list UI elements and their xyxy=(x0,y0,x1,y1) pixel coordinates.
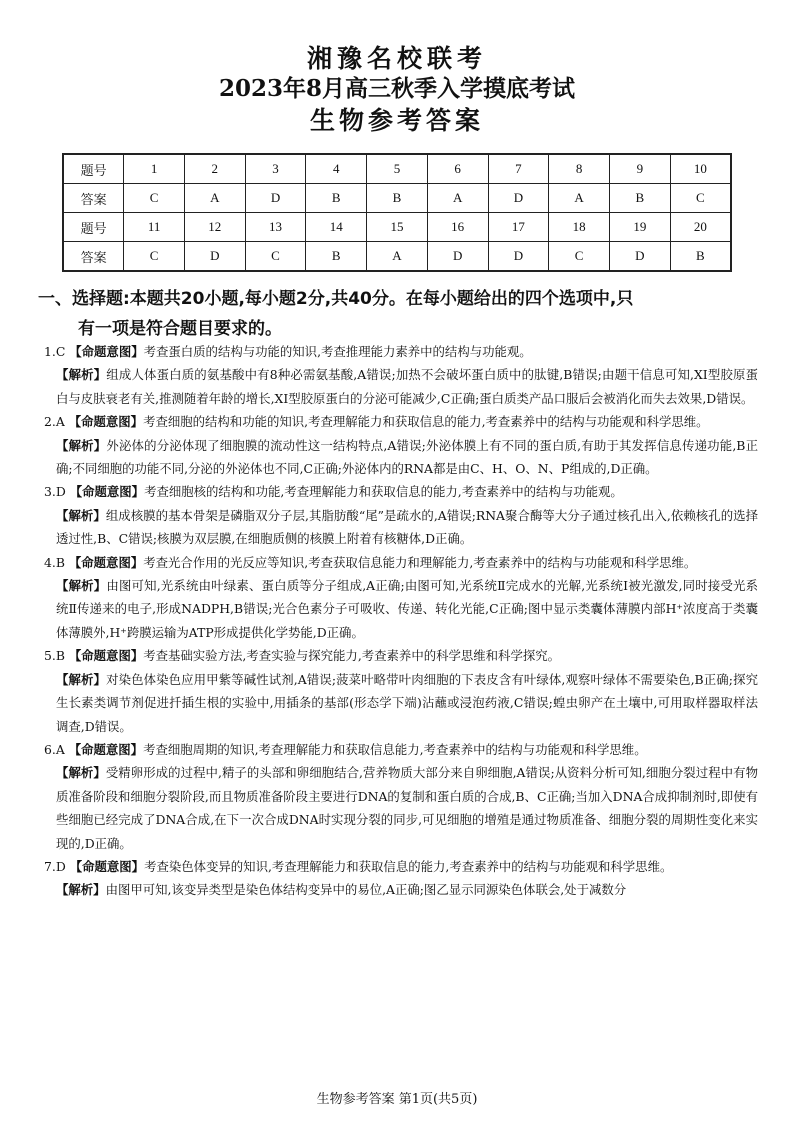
intent-tag: 【命题意图】 xyxy=(68,648,144,664)
analysis-tag: 【解析】 xyxy=(56,367,107,383)
answer-table-cell: 7 xyxy=(488,154,549,184)
question-number-answer: 7.D xyxy=(44,858,66,874)
question-explanation xyxy=(44,551,758,645)
answer-table-cell: D xyxy=(184,242,245,272)
intent-text: 考查光合作用的光反应等知识,考查获取信息能力和理解能力,考查素养中的结构与功能观和科学思维。 xyxy=(143,554,697,570)
answer-table-cell: A xyxy=(184,184,245,213)
answer-table-cell: 11 xyxy=(124,213,185,242)
answer-table-cell: 15 xyxy=(367,213,428,242)
question-explanation xyxy=(44,644,758,738)
analysis-tag: 【解析】 xyxy=(56,671,107,687)
analysis-text: 由图可知,光系统由叶绿素、蛋白质等分子组成,A正确;由图可知,光系统Ⅱ完成水的光解,光系统Ⅰ被光激发,同时接受光系统Ⅱ传递来的电子,形成NADPH,B错误;光合色素分子可吸收、传递、转化光能,C正确;图中显示类囊体薄膜内部H⁺浓度高于类囊体薄膜外,H⁺跨膜运输为ATP形成提供化学势能,D正确。 xyxy=(56,578,759,640)
analysis xyxy=(44,878,758,901)
question-explanation xyxy=(44,340,758,410)
analysis-text: 组成核膜的基本骨架是磷脂双分子层,其脂肪酸“尾”是疏水的,A错误;RNA聚合酶等大分子通过核孔出入,依赖核孔的选择透过性,B、C错误;核膜为双层膜,在细胞质侧的核膜上附着有核糖体,D正确。 xyxy=(56,507,759,547)
answer-table-cell: A xyxy=(549,184,610,213)
question-explanation xyxy=(44,410,758,480)
analysis-tag: 【解析】 xyxy=(56,507,106,523)
answer-explanations xyxy=(44,340,758,902)
section-heading xyxy=(38,284,758,344)
analysis-text: 受精卵形成的过程中,精子的头部和卵细胞结合,营养物质大部分来自卵细胞,A错误;从资料分析可知,细胞分裂过程中有物质准备阶段和细胞分裂阶段,而且物质准备阶段主要进行DNA的复制和蛋白质的合成,B、C正确;当加入DNA合成抑制剂时,即使有些细胞已经完成了DNA合成,在下一次合成DNA时实现分裂的同步,可见细胞的增殖是通过物质准备、细胞分裂的周期性变化来实现的,D正确。 xyxy=(56,765,758,851)
answer-table-cell: 9 xyxy=(609,154,670,184)
question-number-answer: 5.B xyxy=(44,648,65,664)
analysis-text: 组成人体蛋白质的氨基酸中有8种必需氨基酸,A错误;加热不会破坏蛋白质中的肽键,B错误;由题干信息可知,XI型胶原蛋白与皮肤衰老有关,推测随着年龄的增长,XI型胶原蛋白的分泌可能减少,C正确;蛋白质类产品口服后会被消化而失去效果,D错误。 xyxy=(56,367,758,406)
analysis-tag: 【解析】 xyxy=(56,437,107,453)
question-number-answer: 1.C xyxy=(44,344,66,359)
answer-table-cell: B xyxy=(670,242,731,272)
page-footer: 生物参考答案 第1页(共5页) xyxy=(316,1092,478,1107)
answer-table-row-label: 答案 xyxy=(63,184,124,213)
question-explanation xyxy=(44,855,758,902)
intent-tag: 【命题意图】 xyxy=(69,344,144,359)
analysis-text: 由图甲可知,该变异类型是染色体结构变异中的易位,A正确;图乙显示同源染色体联会,处于减数分 xyxy=(105,882,627,898)
answer-table-cell: 3 xyxy=(245,154,306,184)
answer-table-cell: D xyxy=(488,184,549,213)
intent-text: 考查染色体变异的知识,考查理解能力和获取信息的能力,考查素养中的结构与功能观和科学思维。 xyxy=(144,858,673,874)
answer-table-cell: C xyxy=(124,184,185,213)
answer-table-cell: D xyxy=(609,242,670,272)
answer-table-cell: B xyxy=(609,184,670,213)
section-heading-line2: 有一项是符合题目要求的。 xyxy=(78,319,282,339)
intent-text: 考查蛋白质的结构与功能的知识,考查推理能力素养中的结构与功能观。 xyxy=(143,344,532,359)
answer-table-row xyxy=(63,213,731,242)
question-explanation xyxy=(44,480,758,550)
intent-tag: 【命题意图】 xyxy=(69,858,145,874)
answer-table-cell: B xyxy=(367,184,428,213)
exam-org-title: 湘豫名校联考 xyxy=(306,44,487,73)
question-intent xyxy=(44,410,758,433)
question-intent xyxy=(44,738,758,761)
intent-tag: 【命题意图】 xyxy=(68,554,144,570)
analysis-tag: 【解析】 xyxy=(56,578,107,594)
intent-text: 考查细胞周期的知识,考查理解能力和获取信息能力,考查素养中的结构与功能观和科学思维。 xyxy=(143,741,647,757)
question-intent xyxy=(44,480,758,503)
answer-table-cell: 8 xyxy=(549,154,610,184)
title-block xyxy=(0,44,794,138)
intent-tag: 【命题意图】 xyxy=(68,414,144,430)
analysis xyxy=(44,504,758,551)
intent-text: 考查细胞核的结构和功能,考查理解能力和获取信息的能力,考查素养中的结构与功能观。 xyxy=(144,484,623,500)
answer-table-cell: C xyxy=(549,242,610,272)
answer-table-cell: 14 xyxy=(306,213,367,242)
question-intent xyxy=(44,644,758,667)
answer-table-row xyxy=(63,184,731,213)
question-number-answer: 4.B xyxy=(44,554,65,570)
question-intent xyxy=(44,551,758,574)
answer-table-cell: 19 xyxy=(609,213,670,242)
answer-table-cell: C xyxy=(124,242,185,272)
answer-table-row xyxy=(63,242,731,272)
answer-table-cell: D xyxy=(427,242,488,272)
answer-table-cell: 12 xyxy=(184,213,245,242)
answer-table-cell: 4 xyxy=(306,154,367,184)
intent-tag: 【命题意图】 xyxy=(68,741,144,757)
answer-table-cell: 5 xyxy=(367,154,428,184)
answer-table-cell: C xyxy=(670,184,731,213)
analysis xyxy=(44,761,758,855)
answer-table-cell: 1 xyxy=(124,154,185,184)
intent-tag: 【命题意图】 xyxy=(69,484,145,500)
answer-table-cell: 10 xyxy=(670,154,731,184)
question-number-answer: 2.A xyxy=(44,414,65,430)
exam-name-title: 2023年8月高三秋季入学摸底考试 xyxy=(218,75,576,102)
answer-table-row-label: 题号 xyxy=(63,154,124,184)
answer-table-cell: D xyxy=(245,184,306,213)
question-explanation xyxy=(44,738,758,855)
answer-table-cell: 6 xyxy=(427,154,488,184)
answer-key-title: 生物参考答案 xyxy=(309,106,484,135)
answer-table-cell: A xyxy=(427,184,488,213)
analysis-text: 对染色体染色应用甲紫等碱性试剂,A错误;菠菜叶略带叶肉细胞的下表皮含有叶绿体,观察叶绿体不需要染色,B正确;探究生长素类调节剂促进扦插生根的实验中,用插条的基部(形态学下端)沾蘸或浸泡药液,C错误;蝗虫卵产在土壤中,可用取样器取样法调查,D错误。 xyxy=(56,671,759,734)
answer-table-cell: 20 xyxy=(670,213,731,242)
answer-table-cell: 17 xyxy=(488,213,549,242)
section-heading-line1: 一、选择题:本题共20小题,每小题2分,共40分。在每小题给出的四个选项中,只 xyxy=(38,289,634,309)
answer-table-row-label: 题号 xyxy=(63,213,124,242)
answer-table-cell: B xyxy=(306,184,367,213)
answer-table-row-label: 答案 xyxy=(63,242,124,272)
answer-table-cell: 16 xyxy=(427,213,488,242)
answer-table-cell: 18 xyxy=(549,213,610,242)
answer-table-cell: B xyxy=(306,242,367,272)
analysis xyxy=(44,574,758,644)
answer-table-cell: C xyxy=(245,242,306,272)
analysis-tag: 【解析】 xyxy=(56,882,106,898)
intent-text: 考查基础实验方法,考查实验与探究能力,考查素养中的科学思维和科学探究。 xyxy=(143,648,561,664)
analysis-text: 外泌体的分泌体现了细胞膜的流动性这一结构特点,A错误;外泌体膜上有不同的蛋白质,有助于其发挥信息传递功能,B正确;不同细胞的功能不同,分泌的外泌体也不同,C正确;外泌体内的RNA都是由C、H、O、N、P组成的,D正确。 xyxy=(56,437,759,477)
analysis-tag: 【解析】 xyxy=(56,765,106,781)
question-number-answer: 6.A xyxy=(44,741,65,757)
question-intent xyxy=(44,340,758,363)
question-intent xyxy=(44,855,758,878)
analysis xyxy=(44,363,758,410)
answer-table-cell: D xyxy=(488,242,549,272)
intent-text: 考查细胞的结构和功能的知识,考查理解能力和获取信息的能力,考查素养中的结构与功能观和科学思维。 xyxy=(143,414,709,430)
question-number-answer: 3.D xyxy=(44,484,66,500)
answer-table-cell: 13 xyxy=(245,213,306,242)
analysis xyxy=(44,434,758,481)
answer-table-row xyxy=(63,154,731,184)
answer-table-cell: 2 xyxy=(184,154,245,184)
analysis xyxy=(44,668,758,738)
answer-table xyxy=(62,153,732,272)
answer-table-cell: A xyxy=(367,242,428,272)
